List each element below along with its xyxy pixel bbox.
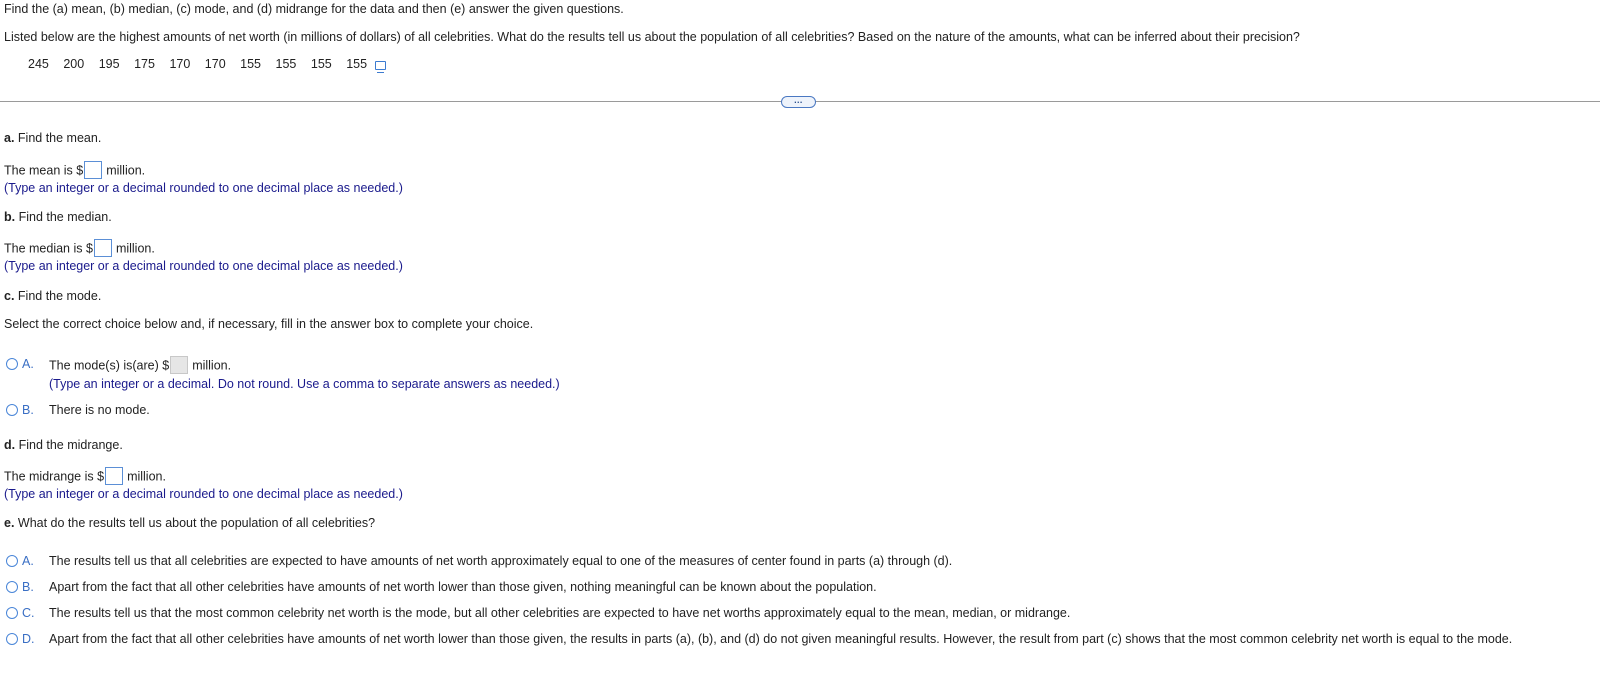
copy-data-icon[interactable] xyxy=(375,61,386,70)
part-c-label: c. xyxy=(4,289,15,303)
data-value: 155 xyxy=(346,57,368,71)
midrange-answer-line xyxy=(4,468,166,486)
part-e-label: e. xyxy=(4,516,15,530)
midrange-suffix: million. xyxy=(127,469,166,484)
data-value: 155 xyxy=(240,57,262,71)
mode-choice-b-letter: B. xyxy=(22,403,34,417)
population-choice-d-letter: D. xyxy=(22,632,35,646)
population-choice-a-text: The results tell us that all celebrities are expected to have amounts of net worth approximately equal to one of the measures of center found in parts (a) through (d). xyxy=(49,554,953,568)
expand-more-button[interactable]: … xyxy=(781,96,816,108)
median-prefix: The median is $ xyxy=(4,241,93,256)
data-value: 170 xyxy=(169,57,191,71)
part-e-heading xyxy=(4,516,375,530)
population-choice-d-radio[interactable] xyxy=(6,633,18,645)
mean-suffix: million. xyxy=(106,163,146,178)
mode-choice-b[interactable] xyxy=(6,403,150,417)
mode-choice-a-text xyxy=(49,357,231,375)
mode-choice-b-text: There is no mode. xyxy=(49,403,150,417)
population-choice-a[interactable] xyxy=(6,554,953,568)
part-b-heading-text: Find the median. xyxy=(15,210,112,224)
median-answer-line xyxy=(4,240,155,258)
part-a-label: a. xyxy=(4,131,15,145)
population-choice-a-letter: A. xyxy=(22,554,34,568)
mode-input[interactable] xyxy=(170,356,188,374)
midrange-input[interactable] xyxy=(105,467,123,485)
mode-prefix: The mode(s) is(are) $ xyxy=(49,358,170,373)
population-choice-b-text: Apart from the fact that all other celebrities have amounts of net worth lower than those given, nothing meaningful can be known about the population. xyxy=(49,580,877,594)
mode-hint: (Type an integer or a decimal. Do not round. Use a comma to separate answers as needed.) xyxy=(49,377,560,391)
question-text: Listed below are the highest amounts of net worth (in millions of dollars) of all celebrities. What do the results tell us about the population of all celebrities? Based on the nature of the amounts, what can be inferred about their precision? xyxy=(4,30,1300,44)
mean-hint: (Type an integer or a decimal rounded to one decimal place as needed.) xyxy=(4,181,403,195)
median-suffix: million. xyxy=(115,241,155,256)
data-value: 200 xyxy=(63,57,85,71)
mean-answer-line xyxy=(4,162,145,180)
data-value: 195 xyxy=(98,57,120,71)
data-value: 175 xyxy=(134,57,155,71)
part-a-heading xyxy=(4,131,101,145)
data-value: 245 xyxy=(28,57,49,71)
population-choice-d-text: Apart from the fact that all other celebrities have amounts of net worth lower than those given, the results in parts (a), (b), and (d) do not given meaningful results. However, the result from part (c) shows that the most common celebrity net worth is equal to the mode. xyxy=(49,632,1513,646)
mean-input[interactable] xyxy=(84,161,102,179)
midrange-hint: (Type an integer or a decimal rounded to one decimal place as needed.) xyxy=(4,487,403,501)
part-c-heading-text: Find the mode. xyxy=(14,289,102,303)
mode-choice-a-radio[interactable] xyxy=(6,358,18,370)
part-c-heading xyxy=(4,289,101,303)
part-e-heading-text: What do the results tell us about the population of all celebrities? xyxy=(14,516,376,530)
population-choice-c-text: The results tell us that the most common celebrity net worth is the mode, but all other celebrities are expected to have net worths approximately equal to the mean, median, or midrange. xyxy=(49,606,1071,620)
part-b-heading xyxy=(4,210,112,224)
mode-choice-a-letter: A. xyxy=(22,357,34,371)
population-choice-b-letter: B. xyxy=(22,580,34,594)
part-d-label: d. xyxy=(4,438,16,452)
part-d-heading xyxy=(4,438,123,452)
median-hint: (Type an integer or a decimal rounded to one decimal place as needed.) xyxy=(4,259,403,273)
part-a-heading-text: Find the mean. xyxy=(14,131,102,145)
mode-select-instruction: Select the correct choice below and, if necessary, fill in the answer box to complete your choice. xyxy=(4,317,534,331)
part-b-label: b. xyxy=(4,210,16,224)
mode-suffix: million. xyxy=(192,358,232,373)
part-d-heading-text: Find the midrange. xyxy=(15,438,123,452)
data-value: 155 xyxy=(310,57,332,71)
data-value: 155 xyxy=(275,57,297,71)
population-choice-b[interactable] xyxy=(6,580,877,594)
population-choice-d[interactable] xyxy=(6,632,1513,646)
population-choice-c[interactable] xyxy=(6,606,1071,620)
mode-choice-b-radio[interactable] xyxy=(6,404,18,416)
mode-choice-a[interactable] xyxy=(6,357,232,373)
data-values-row xyxy=(28,57,386,71)
midrange-prefix: The midrange is $ xyxy=(4,469,105,484)
population-choice-a-radio[interactable] xyxy=(6,555,18,567)
population-choice-b-radio[interactable] xyxy=(6,581,18,593)
instructions-text: Find the (a) mean, (b) median, (c) mode, and (d) midrange for the data and then (e) answer the given questions. xyxy=(4,2,624,16)
mean-prefix: The mean is $ xyxy=(4,163,84,178)
population-choice-c-letter: C. xyxy=(22,606,35,620)
median-input[interactable] xyxy=(94,239,112,257)
population-choice-c-radio[interactable] xyxy=(6,607,18,619)
data-value: 170 xyxy=(204,57,226,71)
